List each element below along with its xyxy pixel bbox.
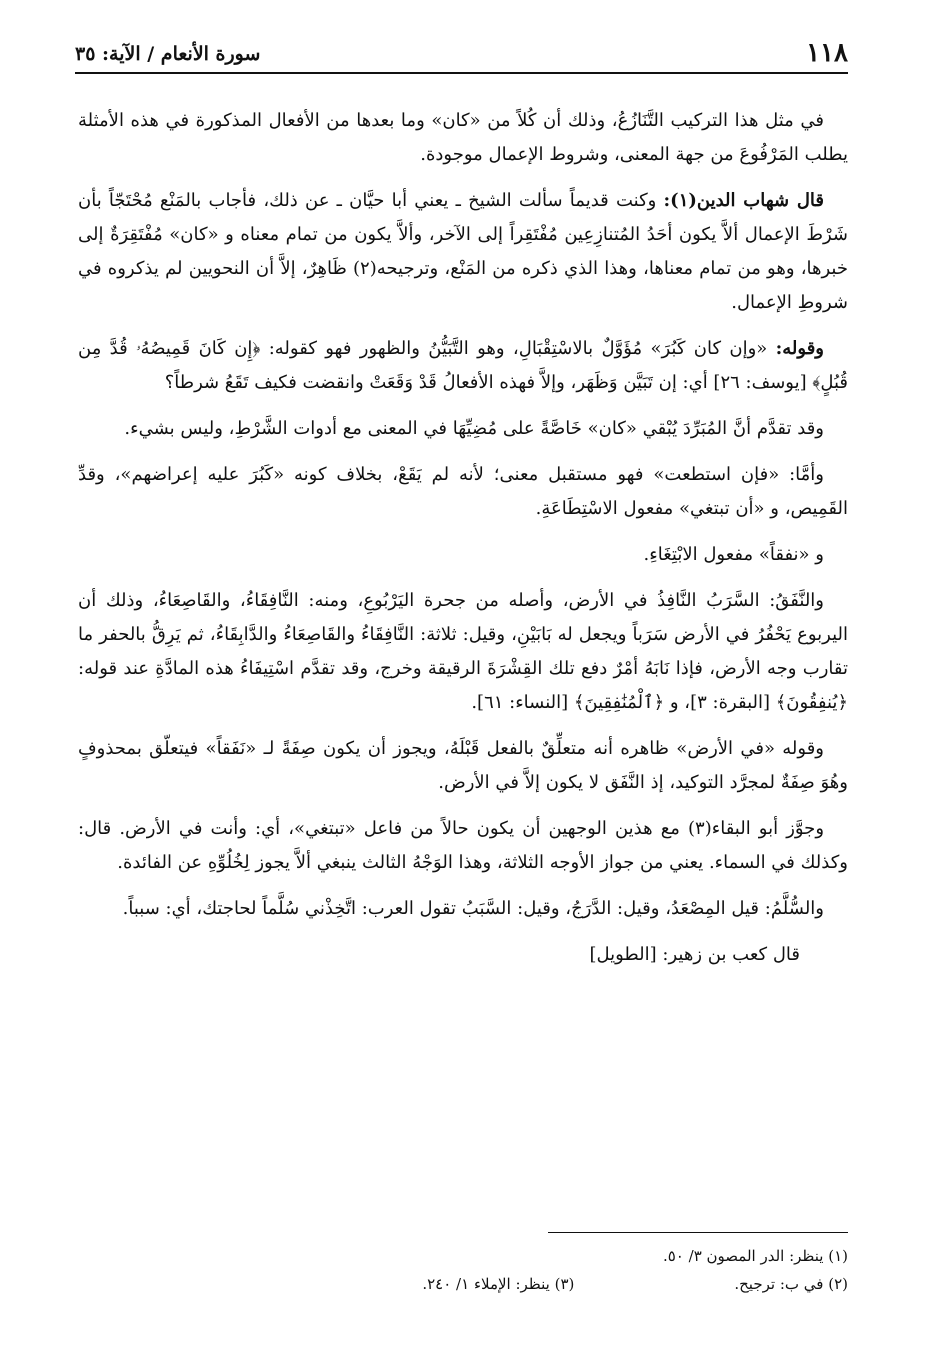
paragraph-10 xyxy=(78,892,848,926)
page-number: ١١٨ xyxy=(806,38,848,68)
paragraph-text: و «نفقاً» مفعول الابْتِغَاءِ. xyxy=(643,544,824,565)
footnote-row xyxy=(78,1270,848,1298)
paragraph-6 xyxy=(78,538,848,572)
paragraph-text: «وإن كان كَبُرَ» مُؤَوَّلٌ بالاسْتِقْبَالِ، وهو التَّبَيُّنُ والظهور فهو كقوله: ﴿إِن كَانَ قَمِيصُهُۥ قُدَّ مِن قُبُلٍ﴾ [يوسف: ٢٦] أي: إن تَبَيَّن وَظَهَر، وإلاَّ فهذه الأفعالُ قَدْ وَقَعَتْ وانقضت فكيف تَقَعُ شرطاً؟ xyxy=(78,338,848,393)
paragraph-1 xyxy=(78,104,848,172)
paragraph-lead: قال شهاب الدين(١): xyxy=(663,190,824,211)
footnote-3: (٣) ينظر: الإملاء ١/ ٢٤٠. xyxy=(422,1275,575,1293)
paragraph-2 xyxy=(78,184,848,320)
paragraph-text: وجوَّز أبو البقاء(٣) مع هذين الوجهين أن يكون حالاً من فاعل «تبتغي»، أي: وأنت في الأرض. قال: وكذلك في السماء. يعني من جواز الأوجه الثلاثة، وهذا الوَجْهُ الثالث ينبغي ألاَّ يجوز لِخُلُوِّهِ عن الفائدة. xyxy=(78,818,848,873)
paragraph-3 xyxy=(78,332,848,400)
paragraph-5 xyxy=(78,458,848,526)
running-title: سورة الأنعام / الآية: ٣٥ xyxy=(75,43,261,65)
paragraph-text: وكنت قديماً سألت الشيخ ـ يعني أبا حيَّان ـ عن ذلك، فأجاب بالمَنْع مُحْتَجّاً بأن شَرْطَ الإعمال ألاَّ يكون أحَدُ المُتنازِعِين مُفْتَقِراً إلى الآخر، وألاَّ يكون من تمام معناه و «كان» مُفْتَقِرَةٌ إلى خبرها، وهو من تمام معناها، وهذا الذي ذكره من المَنْع، وترجيحه(٢) ظَاهِرٌ، إلاَّ أن النحويين لم يذكروه في شروطِ الإعمال. xyxy=(78,190,848,313)
footnote-1: (١) ينظر: الدر المصون ٣/ ٥٠. xyxy=(662,1247,848,1265)
paragraph-text: والسُّلَّمُ: قيل المِصْعَدُ، وقيل: الدَّرَجُ، وقيل: السَّبَبُ تقول العرب: اتَّخِذْني سُلَّماً لحاجتك، أي: سبباً. xyxy=(122,898,824,919)
footnotes xyxy=(78,1242,848,1298)
footnote-divider xyxy=(548,1232,848,1233)
page-body xyxy=(78,104,848,984)
verse-intro xyxy=(78,938,848,972)
paragraph-text: والنَّفَقُ: السَّرَبُ النَّافِذُ في الأرض، وأصله من جحرة اليَرْبُوعِ، ومنه: النَّافِقَاءُ، والقَاصِعَاءُ، وذلك أن اليربوع يَحْفُرُ في الأرض سَرَباً ويجعل له بَابَيْنِ، وقيل: ثلاثة: النَّافِقَاءُ والقَاصِعَاءُ والدَّابِقَاءُ، ثم يَرِقُّ بالحفر ما تقارب وجه الأرض، فإذا نَابَهُ أمْرٌ دفع تلك القِشْرَةَ الرقيقة وخرج، وقد تقدَّم اسْتِيفَاءُ هذه المادَّةِ عند قوله: ﴿يُنفِقُونَ﴾ [البقرة: ٣]، و ﴿ٱلْمُنَٰفِقِينَ﴾ [النساء: ٦١]. xyxy=(78,590,848,713)
paragraph-text: وأمَّا: «فإن استطعت» فهو مستقبل معنى؛ لأنه لم يَقَعْ، بخلاف كونه «كَبُرَ عليه إعراضهم»، وقدِّ القَمِيص، و «أن تبتغي» مفعول الاسْتِطَاعَةِ. xyxy=(78,464,848,519)
page-header xyxy=(75,38,848,74)
paragraph-text: في مثل هذا التركيب التَّنَازُعُ، وذلك أن كُلاً من «كان» وما بعدها من الأفعال المذكورة في هذه الأمثلة يطلب المَرْفُوعَ من جهة المعنى، وشروط الإعمال موجودة. xyxy=(78,110,848,165)
paragraph-8 xyxy=(78,732,848,800)
paragraph-4 xyxy=(78,412,848,446)
paragraph-text: وقوله «في الأرض» ظاهره أنه متعلِّقٌ بالفعل قَبْلَهُ، ويجوز أن يكون صِفَةً لـ «نَفَقاً» فيتعلّق بمحذوفٍ وهُوَ صِفَةٌ لمجرَّد التوكيد، إذ النَّفَق لا يكون إلاَّ في الأرض. xyxy=(78,738,848,793)
paragraph-7 xyxy=(78,584,848,720)
paragraph-text: وقد تقدَّم أنَّ المُبَرِّدَ يُبْقي «كان» خَاصَّةً على مُضِيِّهَا في المعنى مع أدوات الشَّرْطِ، وليس بشيء. xyxy=(124,418,824,439)
paragraph-text: قال كعب بن زهير: [الطويل] xyxy=(589,944,800,965)
paragraph-lead: وقوله: xyxy=(775,338,824,359)
footnote-2: (٢) في ب: ترجيح. xyxy=(734,1275,848,1293)
paragraph-9 xyxy=(78,812,848,880)
